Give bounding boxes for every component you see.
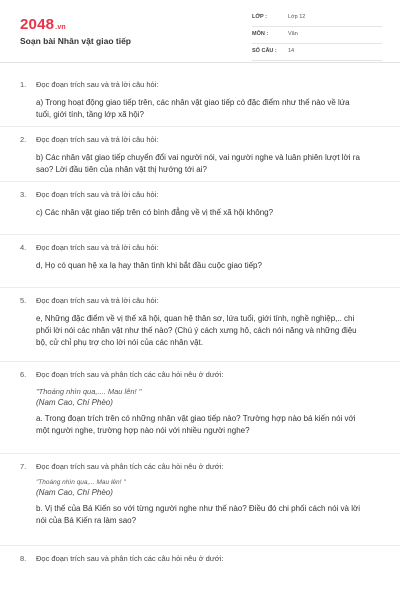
question-prompt: Đọc đoạn trích sau và phân tích các câu hỏi nêu ở dưới: <box>36 554 224 563</box>
question-number: 4. <box>20 243 27 252</box>
logo-text: 2048 <box>20 16 55 33</box>
question-prompt: Đọc đoạn trích sau và trả lời câu hỏi: <box>36 243 159 252</box>
question-text: c) Các nhân vật giao tiếp trên có bình đẳng về vị thế xã hội không? <box>36 208 274 217</box>
page-title: Soạn bài Nhân vật giao tiếp <box>20 36 131 46</box>
meta-row-count <box>252 46 382 61</box>
quote-excerpt: "Thoáng nhìn qua,... Mau lên! " <box>36 479 126 486</box>
meta-info <box>252 12 382 63</box>
question-prompt: Đọc đoạn trích sau và phân tích các câu hỏi nêu ở dưới: <box>36 370 224 379</box>
question-number: 2. <box>20 135 27 144</box>
question-item <box>0 288 400 362</box>
question-number: 1. <box>20 80 27 89</box>
question-number: 3. <box>20 190 27 199</box>
question-text: b. Vị thế của Bá Kiến so với từng người nghe như thế nào? Điều đó chi phối cách nói và lời nói của Bá Kiến ra làm sao? <box>36 504 360 525</box>
question-text: b) Các nhân vật giao tiếp chuyển đổi vai người nói, vai người nghe và luân phiên lượt lời ra sao? Lời đầu tiên của nhân vật thị hướng tới ai? <box>36 153 360 174</box>
question-item <box>0 546 400 601</box>
question-number: 5. <box>20 296 27 305</box>
question-number: 8. <box>20 554 27 563</box>
quote-excerpt: "Thoáng nhìn qua,.... Mau lên! " <box>36 387 142 396</box>
quote-source: (Nam Cao, Chí Phèo) <box>36 398 113 407</box>
question-list <box>0 72 400 601</box>
logo-suffix: .vn <box>55 24 66 31</box>
question-item <box>0 362 400 454</box>
meta-row-class <box>252 12 382 27</box>
question-item <box>0 127 400 182</box>
question-text: a. Trong đoạn trích trên có những nhân vật giao tiếp nào? Trường hợp nào bá kiến nói với một người nghe, trường hợp nào nói với nhiều người nghe? <box>36 414 356 435</box>
question-number: 6. <box>20 370 27 379</box>
question-prompt: Đọc đoạn trích sau và trả lời câu hỏi: <box>36 80 159 89</box>
meta-row-subject <box>252 29 382 44</box>
question-text: e, Những đặc điểm về vị thế xã hội, quan hệ thân sơ, lứa tuổi, giới tính, nghề nghiệp,.. chi phối lời nói các nhân vật như thế nào? (Chú ý cách xưng hô, cách nói năng và những điệu bộ, cử chỉ phụ trợ cho lời nói của các nhân vật. <box>36 314 357 347</box>
question-text: a) Trong hoạt động giao tiếp trên, các nhân vật giao tiếp có đặc điểm như thế nào về lứa tuổi, giới tính, tầng lớp xã hội? <box>36 98 350 119</box>
question-item <box>0 454 400 546</box>
question-number: 7. <box>20 462 27 471</box>
question-prompt: Đọc đoạn trích sau và trả lời câu hỏi: <box>36 190 159 199</box>
meta-value: Văn <box>288 31 298 37</box>
question-prompt: Đọc đoạn trích sau và trả lời câu hỏi: <box>36 296 159 305</box>
page-header <box>0 0 400 63</box>
meta-label: LỚP : <box>252 14 267 20</box>
site-logo[interactable] <box>20 16 66 33</box>
question-prompt: Đọc đoạn trích sau và trả lời câu hỏi: <box>36 135 159 144</box>
question-text: d, Họ có quan hệ xa lạ hay thân tình khi bắt đầu cuộc giao tiếp? <box>36 261 262 270</box>
quote-source: (Nam Cao, Chí Phèo) <box>36 488 113 497</box>
meta-value: 14 <box>288 48 295 54</box>
meta-label: SỐ CÂU : <box>252 48 277 54</box>
question-item <box>0 235 400 288</box>
question-prompt: Đọc đoạn trích sau và phân tích các câu hỏi nêu ở dưới: <box>36 462 224 471</box>
meta-label: MÔN : <box>252 31 269 37</box>
question-item <box>0 72 400 127</box>
question-item <box>0 182 400 235</box>
meta-value: Lớp 12 <box>288 14 306 20</box>
